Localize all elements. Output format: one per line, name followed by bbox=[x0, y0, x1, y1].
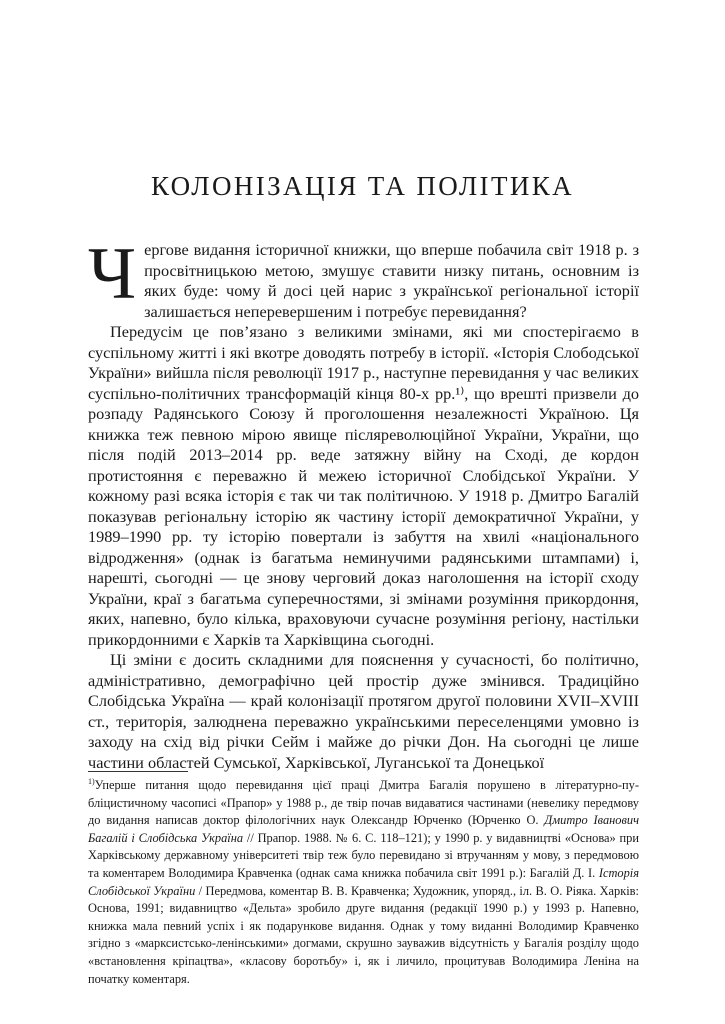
chapter-title: КОЛОНІЗАЦІЯ ТА ПОЛІТИКА bbox=[150, 171, 575, 201]
footnote-marker: 1) bbox=[88, 776, 95, 786]
footnote-part-1: Уперше питання щодо перевидання цієї праці Дмитра Багалія порушено в літературно-публіцистичному часописі «Прапор» у 1988 р., де твір почав видаватися частинами (невелику передмову до видання написав доктор філологічних наук Олександр Юрченко (Юрченко О. bbox=[88, 778, 639, 828]
paragraph-2: Передусім це пов’язано з великими змінами, які ми спостерігаємо в суспільному житті і які вкотре доводять потребу в історії. «Історія Слободської України» вийшла після революції 1917 р., наступне перевидання у час великих суспільно-політичних трансформацій кінця 80-х рр.¹⁾, що врешті призвели до розпаду Радянського Союзу й проголошення незалежності Україною. Ця книжка теж певною мірою явище післяреволюційної України, України, що після подій 2013–2014 рр. веде затяжну війну на Сході, де кордон протистояння є переважно й межею історичної Слобідської України. У кожному разі всяка історія є так чи так політичною. У 1918 р. Дмитро Багалій показував регіональну історію як частину історії демократичної України, у 1989–1990 рр. ту історію повертали із забуття на хвилі «національного відродження» (однак із багатьма неминучими радянськими штампами) і, нарешті, сьогодні — це знову черговий доказ наголошення на історії сходу України, краї з багатьма суперечностями, зі змінами розуміння прикордоння, яких, напевно, було кілька, враховуючи сучасне розуміння регіону, настільки прикордонними є Харків та Харківщина сьогодні. bbox=[88, 322, 639, 649]
footnote-italic-title-1: Дмитро Іванович Багалій і Слобідська Україна bbox=[88, 813, 639, 845]
paragraph-1-text: ергове видання історичної книжки, що вперше побачила світ 1918 р. з просвітницькою метою, змушує ставити низку питань, основним із яких буде: чому й досі цей нарис з української регіональної історії залишається неперевершеним і потребує перевидання? bbox=[144, 240, 639, 321]
footnote-italic-title-2: Історія Слобідської України bbox=[88, 865, 639, 898]
main-text bbox=[88, 233, 639, 773]
footnote-text bbox=[88, 777, 639, 988]
paragraph-3: Ці зміни є досить складними для пояснення у сучасності, бо політично, адміністративно, демографічно цей простір дуже змінився. Традиційно Слобідська Україна — край колонізації протягом другої половини XVII–XVIII ст., територія, залюднена переважно українськими переселенцями умовно із заходу на схід від річки Сейм і майже до річки Дон. На сьогодні це лише частини областей Сумської, Харківської, Луганської та Донецької bbox=[88, 650, 639, 772]
footnote-part-2: // Прапор. 1988. № 6. С. 118–121); у 1990 р. у видавництві «Основа» при Харківському державному університеті твір теж було перевидано зі втручанням у мову, з передмовою та коментарем Володимира Кравченка (однак сама книжка побачила світ 1991 р.): Багалій Д. І. bbox=[88, 830, 639, 880]
footnote-separator bbox=[88, 771, 188, 772]
footnote bbox=[88, 777, 639, 988]
footnote-part-3: / Передмова, коментар В. В. Кравченка; Художник, упоряд., іл. В. О. Ріяка. Харків: Основа, 1991; видавництво «Дельта» зробило друге видання (редакції 1990 р.) у 1993 р. Напевно, книжка мала певний успіх і як подарункове видання. Однак у тому виданні Володимир Кравченко згідно з «марксистсько-ленінськими» догмами, скрушно зауважив відсутність у Багалія розділу щодо «встановлення кріпацтва», «класову боротьбу» і, як і личило, процитував Володимира Леніна на початку коментаря. bbox=[88, 883, 639, 986]
paragraph-1 bbox=[88, 233, 639, 322]
drop-cap: Ч bbox=[88, 233, 137, 315]
